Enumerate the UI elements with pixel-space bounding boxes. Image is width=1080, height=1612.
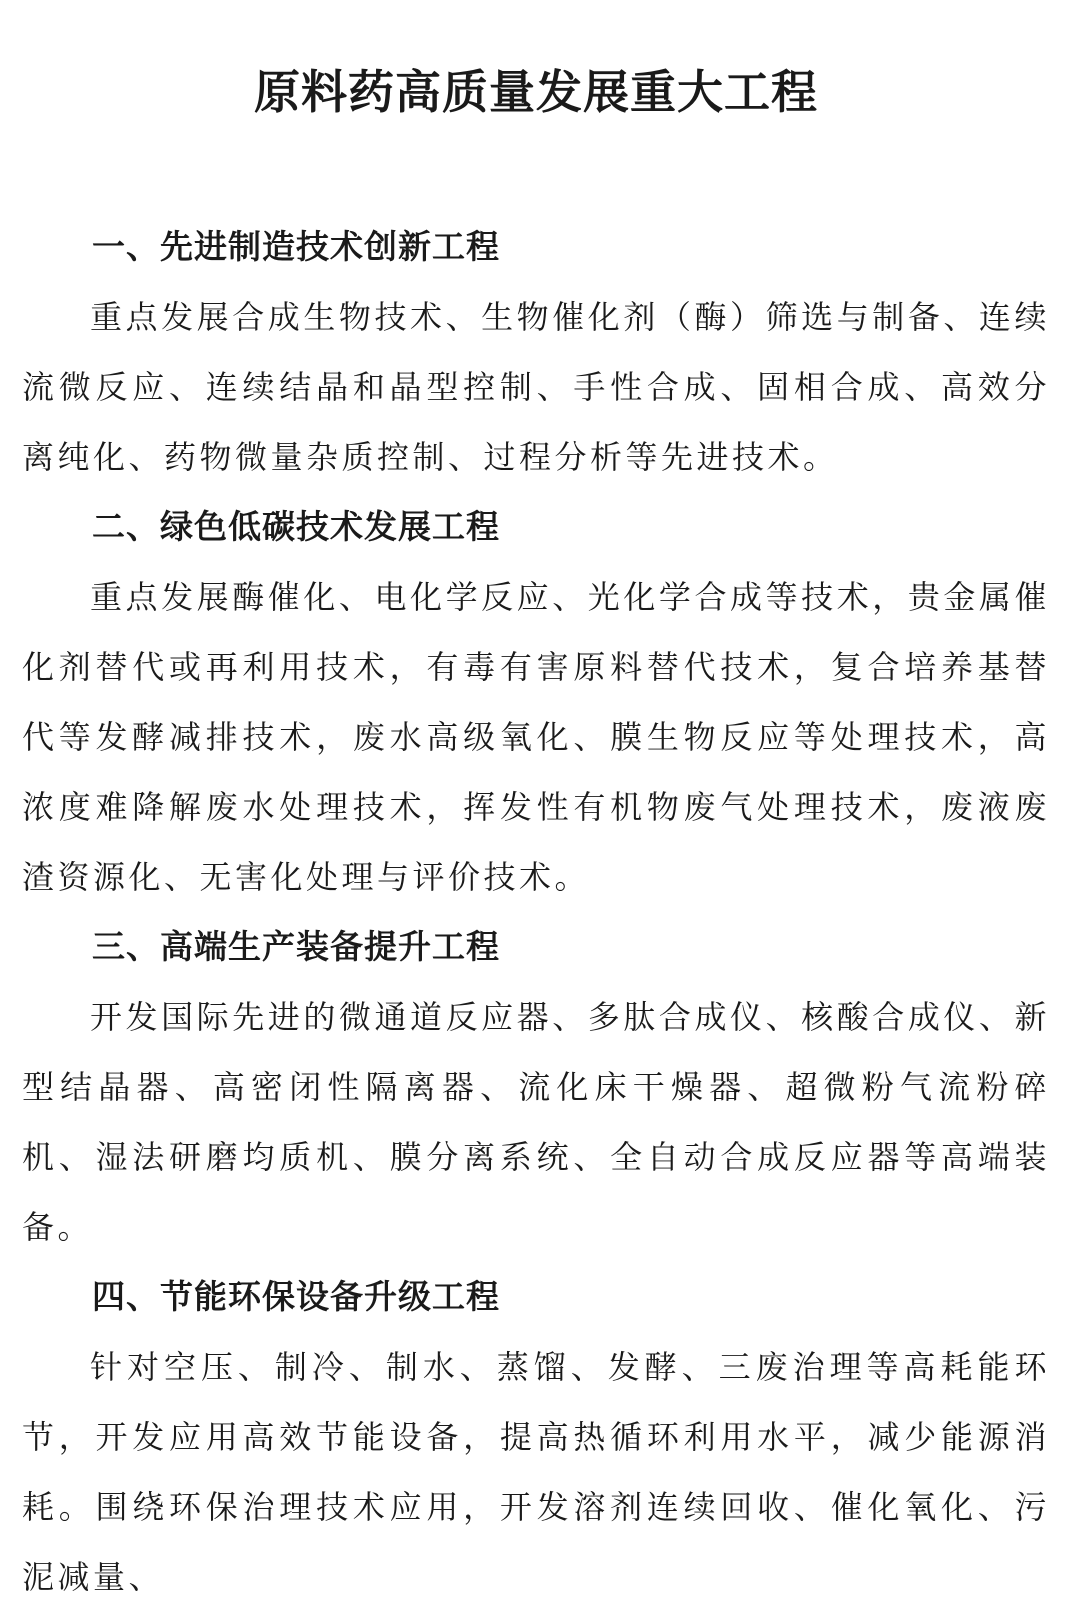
section-body: 针对空压、制冷、制水、蒸馏、发酵、三废治理等高耗能环节，开发应用高效节能设备，提高热循环利用水平，减少能源消耗。围绕环保治理技术应用，开发溶剂连续回收、催化氧化、污泥减量、 (22, 1348, 1050, 1596)
section-high-end-equipment (22, 912, 1050, 1262)
section-body: 开发国际先进的微通道反应器、多肽合成仪、核酸合成仪、新型结晶器、高密闭性隔离器、流化床干燥器、超微粉气流粉碎机、湿法研磨均质机、膜分离系统、全自动合成反应器等高端装备。 (22, 998, 1050, 1246)
section-heading: 三、高端生产装备提升工程 (92, 927, 500, 966)
section-heading: 二、绿色低碳技术发展工程 (92, 507, 500, 546)
section-heading: 四、节能环保设备升级工程 (92, 1277, 500, 1316)
document-title: 原料药高质量发展重大工程 (254, 65, 818, 119)
section-body: 重点发展酶催化、电化学反应、光化学合成等技术，贵金属催化剂替代或再利用技术，有毒有害原料替代技术，复合培养基替代等发酵减排技术，废水高级氧化、膜生物反应等处理技术，高浓度难降解废水处理技术，挥发性有机物废气处理技术，废液废渣资源化、无害化处理与评价技术。 (22, 578, 1050, 896)
section-energy-saving-equipment (22, 1262, 1050, 1612)
section-advanced-manufacturing (22, 212, 1050, 492)
section-green-low-carbon (22, 492, 1050, 912)
section-heading: 一、先进制造技术创新工程 (92, 227, 500, 266)
section-body: 重点发展合成生物技术、生物催化剂（酶）筛选与制备、连续流微反应、连续结晶和晶型控制、手性合成、固相合成、高效分离纯化、药物微量杂质控制、过程分析等先进技术。 (22, 298, 1050, 476)
